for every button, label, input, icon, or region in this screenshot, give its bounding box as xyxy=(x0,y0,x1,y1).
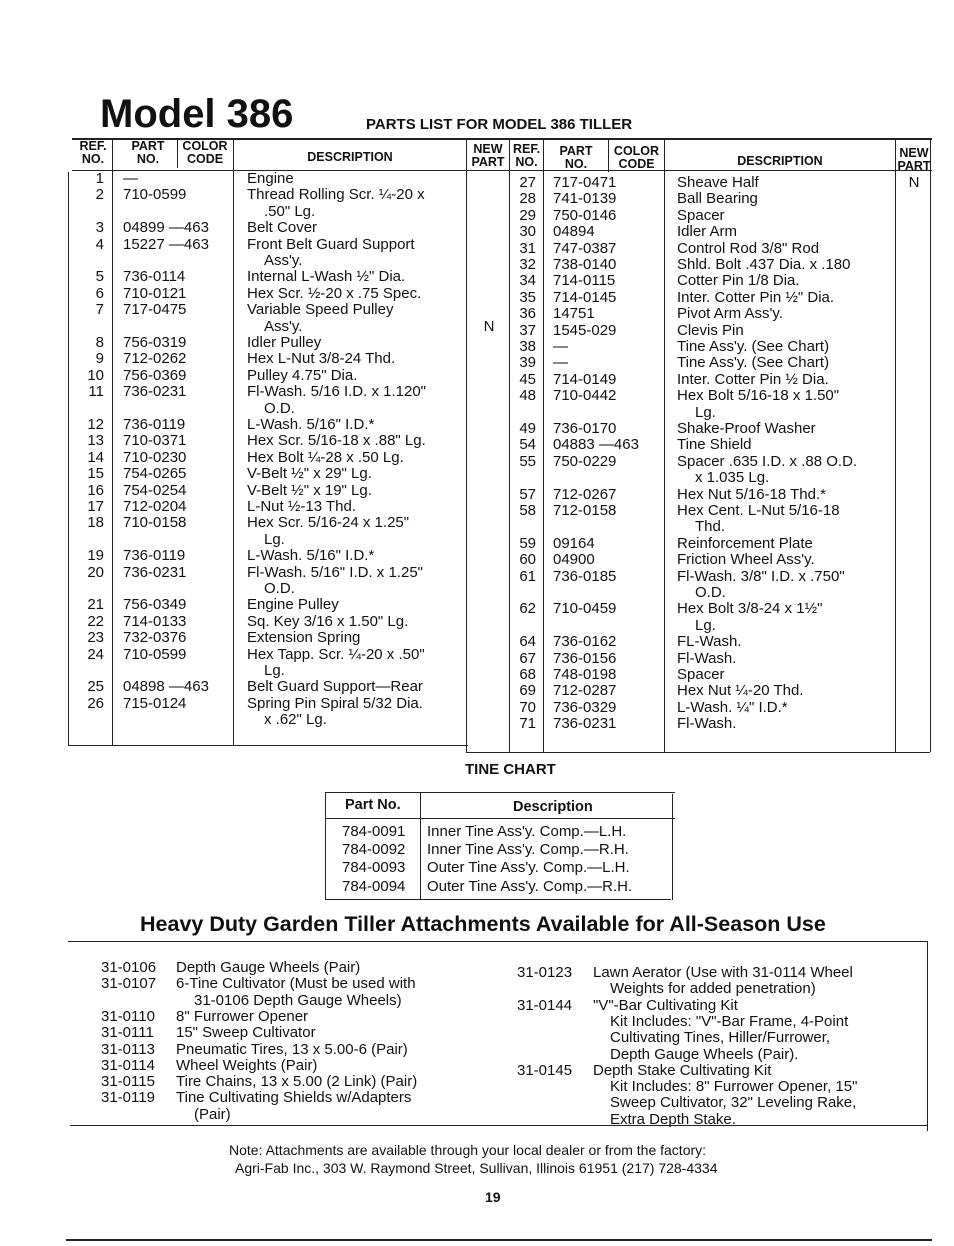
part-description: Hex Scr. 5/16-24 x 1.25" xyxy=(247,514,410,532)
part-description: Spacer xyxy=(677,666,725,683)
part-number: 754-0265 xyxy=(123,465,187,483)
part-description: Sheave Half xyxy=(677,174,759,191)
tine-part-number: 784-0092 xyxy=(342,841,406,859)
attachment-description: 6-Tine Cultivator (Must be used with xyxy=(176,975,416,993)
header-new-part-2: NEW PART xyxy=(897,146,931,173)
attachment-description: 8" Furrower Opener xyxy=(176,1007,309,1025)
part-number: 748-0198 xyxy=(553,666,617,683)
part-description: Hex L-Nut 3/8-24 Thd. xyxy=(247,350,396,368)
header-description: DESCRIPTION xyxy=(307,150,393,164)
part-description: Pulley 4.75" Dia. xyxy=(247,366,358,384)
part-description: Variable Speed Pulley xyxy=(247,301,394,319)
part-description: V-Belt ½" x 19" Lg. xyxy=(247,481,372,499)
part-description: Lg. xyxy=(264,662,285,679)
part-description: Tine Shield xyxy=(677,436,752,454)
attachment-part-number: 31-0110 xyxy=(101,1007,155,1025)
new-part-flag: N xyxy=(908,174,920,191)
tine-part-number: 784-0091 xyxy=(342,823,406,840)
attachment-description: Wheel Weights (Pair) xyxy=(176,1056,318,1074)
part-number: 747-0387 xyxy=(553,239,617,257)
part-description: L-Wash. ¼" I.D.* xyxy=(677,698,788,716)
part-description: Engine Pulley xyxy=(247,596,339,614)
part-description: Shake-Proof Washer xyxy=(677,420,816,437)
part-number: — xyxy=(123,170,138,187)
ref-number: 69 xyxy=(519,682,536,700)
part-number: 1545-029 xyxy=(553,321,617,339)
part-number: 710-0459 xyxy=(553,600,617,618)
ref-number: 14 xyxy=(87,448,104,466)
part-description: Thread Rolling Scr. ¼-20 x xyxy=(247,186,425,204)
ref-number: 25 xyxy=(87,678,104,696)
table-row xyxy=(0,306,954,322)
ref-number: 27 xyxy=(519,174,536,191)
ref-number: 35 xyxy=(519,288,536,306)
ref-number: 62 xyxy=(519,600,536,618)
part-number: 712-0287 xyxy=(553,682,617,700)
table-row xyxy=(0,487,954,503)
attachment-part-number: 31-0106 xyxy=(101,959,157,976)
ref-number: 11 xyxy=(88,383,104,401)
part-number: 15227 —463 xyxy=(123,235,209,253)
part-number: 736-0156 xyxy=(553,649,617,667)
part-description: Front Belt Guard Support xyxy=(247,235,415,253)
part-description: Tine Ass'y. (See Chart) xyxy=(677,354,830,372)
ref-number: 58 xyxy=(519,502,536,519)
part-number: 738-0140 xyxy=(553,256,617,273)
part-number: 04883 —463 xyxy=(553,436,639,454)
page-number: 19 xyxy=(485,1189,501,1205)
part-number: 736-0162 xyxy=(553,633,617,651)
table-bottom-rule xyxy=(68,745,468,746)
part-description: Hex Bolt ¼-28 x .50 Lg. xyxy=(247,448,404,466)
tine-description: Inner Tine Ass'y. Comp.—R.H. xyxy=(427,841,629,859)
part-description: x 1.035 Lg. xyxy=(695,469,770,487)
ref-number: 67 xyxy=(519,649,536,667)
ref-number: 55 xyxy=(519,452,536,470)
ref-number: 2 xyxy=(95,186,104,204)
ref-number: 23 xyxy=(87,629,104,647)
part-description: Hex Bolt 3/8-24 x 1½" xyxy=(677,600,823,618)
part-number: 710-0158 xyxy=(123,514,187,532)
attachment-part-number: 31-0144 xyxy=(517,996,573,1014)
part-description: FL-Wash. xyxy=(677,633,742,651)
ref-number: 3 xyxy=(95,219,104,237)
ref-number: 49 xyxy=(519,420,536,437)
ref-number: 20 xyxy=(87,563,104,581)
part-description: Fl-Wash. xyxy=(677,649,737,667)
attachments-bottom-rule xyxy=(70,1125,928,1126)
table-row xyxy=(0,585,954,601)
table-row xyxy=(0,323,954,339)
part-number: 717-0471 xyxy=(553,174,617,191)
ref-number: 1 xyxy=(95,170,104,187)
attachment-description: Kit Includes: 8" Furrower Opener, 15" xyxy=(610,1078,858,1096)
part-description: Inter. Cotter Pin ½" Dia. xyxy=(677,288,835,306)
tine-bottom-rule xyxy=(325,899,671,900)
part-description: Fl-Wash. 5/16 I.D. x 1.120" xyxy=(247,383,427,401)
attachments-heading: Heavy Duty Garden Tiller Attachments Available for All-Season Use xyxy=(140,912,826,936)
attachment-description: 15" Sweep Cultivator xyxy=(176,1024,316,1042)
attachments-top-rule xyxy=(68,941,928,942)
ref-number: 57 xyxy=(519,485,536,503)
part-description: Spacer .635 I.D. x .88 O.D. xyxy=(677,452,858,470)
ref-number: 30 xyxy=(519,223,536,241)
part-description: O.D. xyxy=(695,584,726,601)
attachment-description: 31-0106 Depth Gauge Wheels) xyxy=(194,991,402,1009)
part-description: L-Wash. 5/16" I.D.* xyxy=(247,547,375,565)
new-part-flag: N xyxy=(483,317,495,335)
part-description: O.D. xyxy=(264,580,295,597)
part-description: Reinforcement Plate xyxy=(677,534,813,552)
part-number: 712-0267 xyxy=(553,485,617,503)
header-ref: REF. NO. xyxy=(79,139,107,166)
part-number: 717-0475 xyxy=(123,301,187,319)
part-number: 750-0146 xyxy=(553,206,617,224)
part-number: 741-0139 xyxy=(553,190,617,208)
ref-number: 28 xyxy=(519,190,536,208)
tine-header-part: Part No. xyxy=(345,797,401,813)
part-number: — xyxy=(553,338,568,355)
part-description: Thd. xyxy=(695,518,726,536)
table-row xyxy=(0,241,954,257)
part-description: Friction Wheel Ass'y. xyxy=(677,551,815,569)
part-description: Idler Arm xyxy=(677,223,738,241)
attachment-part-number: 31-0107 xyxy=(101,975,157,993)
ref-number: 68 xyxy=(519,666,536,683)
table-row xyxy=(0,569,954,585)
table-row xyxy=(0,437,954,453)
table-row xyxy=(0,175,954,191)
note-line-2: Agri-Fab Inc., 303 W. Raymond Street, Sullivan, Illinois 61951 (217) 728-4334 xyxy=(235,1160,718,1176)
part-number: 736-0231 xyxy=(123,383,187,401)
attachment-part-number: 31-0145 xyxy=(517,1061,573,1079)
table-row xyxy=(0,683,954,699)
part-number: 756-0319 xyxy=(123,334,187,351)
part-number: 710-0230 xyxy=(123,448,187,466)
part-description: Ass'y. xyxy=(264,252,303,269)
ref-number: 39 xyxy=(519,354,536,372)
part-description: Fl-Wash. 5/16" I.D. x 1.25" xyxy=(247,563,423,581)
part-description: .50" Lg. xyxy=(264,202,316,220)
part-number: 715-0124 xyxy=(123,694,187,712)
part-description: V-Belt ½" x 29" Lg. xyxy=(247,465,372,483)
part-description: Internal L-Wash ½" Dia. xyxy=(247,268,406,286)
table-row xyxy=(0,651,954,667)
table-row xyxy=(0,667,954,683)
table-row xyxy=(0,273,954,289)
part-number: 736-0119 xyxy=(123,547,186,565)
part-description: L-Wash. 5/16" I.D.* xyxy=(247,416,375,433)
ref-number: 10 xyxy=(87,366,104,384)
part-description: Belt Guard Support—Rear xyxy=(247,678,423,696)
part-description: Cotter Pin 1/8 Dia. xyxy=(677,272,800,290)
attachment-description: Lawn Aerator (Use with 31-0114 Wheel xyxy=(593,964,853,981)
table-row xyxy=(0,405,954,421)
ref-number: 26 xyxy=(87,694,104,712)
part-description: O.D. xyxy=(264,399,295,417)
attachment-description: Depth Gauge Wheels (Pair). xyxy=(610,1045,799,1063)
page-bottom-rule xyxy=(66,1239,932,1241)
header-new-part: NEW PART xyxy=(471,142,505,169)
table-row xyxy=(0,208,954,224)
ref-number: 37 xyxy=(519,321,536,339)
table-row xyxy=(0,355,954,371)
ref-number: 21 xyxy=(87,596,104,614)
part-number: 09164 xyxy=(553,534,595,552)
ref-number: 48 xyxy=(519,387,536,405)
part-number: 14751 xyxy=(553,305,595,323)
ref-number: 13 xyxy=(87,432,104,450)
tine-description: Inner Tine Ass'y. Comp.—L.H. xyxy=(427,823,627,840)
ref-number: 12 xyxy=(87,416,104,433)
table-row xyxy=(0,716,954,732)
ref-number: 29 xyxy=(519,206,536,224)
tine-part-number: 784-0094 xyxy=(342,877,406,895)
part-number: 754-0254 xyxy=(123,481,187,499)
attachment-part-number: 31-0114 xyxy=(101,1056,155,1074)
part-description: Shld. Bolt .437 Dia. x .180 xyxy=(677,256,851,273)
table-row xyxy=(0,339,954,355)
attachment-part-number: 31-0123 xyxy=(517,964,573,981)
ref-number: 24 xyxy=(87,645,104,663)
table-row xyxy=(0,191,954,207)
part-description: Spring Pin Spiral 5/32 Dia. xyxy=(247,694,423,712)
ref-number: 70 xyxy=(519,698,536,716)
part-number: 732-0376 xyxy=(123,629,187,647)
part-number: 710-0599 xyxy=(123,186,187,204)
ref-number: 7 xyxy=(95,301,104,319)
ref-number: 71 xyxy=(519,715,536,733)
tine-chart-title: TINE CHART xyxy=(465,761,556,778)
table-row xyxy=(0,257,954,273)
parts-list-title: PARTS LIST FOR MODEL 386 TILLER xyxy=(366,116,633,133)
attachment-description: Tire Chains, 13 x 5.00 (2 Link) (Pair) xyxy=(176,1073,418,1091)
part-number: 714-0133 xyxy=(123,612,187,630)
part-number: 712-0158 xyxy=(553,502,617,519)
part-description: Hex Tapp. Scr. ¼-20 x .50" xyxy=(247,645,425,663)
table-bottom-rule-right xyxy=(466,752,930,753)
attachment-part-number: 31-0119 xyxy=(101,1089,155,1107)
part-number: 04898 —463 xyxy=(123,678,209,696)
part-description: Ass'y. xyxy=(264,317,303,335)
tine-left-rule xyxy=(325,792,326,900)
ref-number: 15 xyxy=(87,465,104,483)
part-number: 714-0115 xyxy=(553,272,616,290)
ref-number: 4 xyxy=(95,235,104,253)
tine-part-number: 784-0093 xyxy=(342,859,406,877)
part-number: 736-0170 xyxy=(553,420,617,437)
part-description: Clevis Pin xyxy=(677,321,744,339)
attachment-description: (Pair) xyxy=(194,1105,231,1123)
attachment-description: Weights for added penetration) xyxy=(610,980,816,998)
ref-number: 8 xyxy=(95,334,104,351)
attachment-description: Cultivating Tines, Hiller/Furrower, xyxy=(610,1029,831,1047)
header-description-2: DESCRIPTION xyxy=(737,154,823,168)
tine-header-desc: Description xyxy=(513,799,593,815)
part-description: Lg. xyxy=(264,530,285,548)
ref-number: 60 xyxy=(519,551,536,569)
part-number: 04894 xyxy=(553,223,595,241)
table-row xyxy=(0,552,954,568)
part-description: Control Rod 3/8" Rod xyxy=(677,239,820,257)
attachment-description: Sweep Cultivator, 32" Leveling Rake, xyxy=(610,1094,857,1112)
table-row xyxy=(0,536,954,552)
ref-number: 17 xyxy=(87,498,104,515)
tine-description: Outer Tine Ass'y. Comp.—L.H. xyxy=(427,859,630,877)
part-number: 756-0349 xyxy=(123,596,187,614)
part-number: 714-0145 xyxy=(553,288,617,306)
header-color: COLOR CODE xyxy=(182,139,228,166)
part-description: Fl-Wash. xyxy=(677,715,737,733)
part-number: 736-0329 xyxy=(553,698,617,716)
part-number: 736-0185 xyxy=(553,567,617,585)
ref-number: 5 xyxy=(95,268,104,286)
part-number: 710-0599 xyxy=(123,645,187,663)
ref-number: 38 xyxy=(519,338,536,355)
header-part-2: PART NO. xyxy=(559,144,593,171)
table-row xyxy=(0,388,954,404)
table-row xyxy=(0,634,954,650)
part-number: 750-0229 xyxy=(553,452,617,470)
ref-number: 9 xyxy=(95,350,104,368)
tine-right-rule xyxy=(672,794,673,900)
table-row xyxy=(0,519,954,535)
attachment-description: Tine Cultivating Shields w/Adapters xyxy=(176,1089,412,1107)
tine-header-rule xyxy=(325,818,675,819)
attachment-description: Pneumatic Tires, 13 x 5.00-6 (Pair) xyxy=(176,1040,408,1058)
part-number: 736-0231 xyxy=(553,715,617,733)
part-number: — xyxy=(553,354,568,372)
tine-mid-rule xyxy=(420,792,421,900)
part-description: Tine Ass'y. (See Chart) xyxy=(677,338,830,355)
part-number: 756-0369 xyxy=(123,366,187,384)
note-line-1: Note: Attachments are available through your local dealer or from the factory: xyxy=(229,1142,707,1158)
attachment-part-number: 31-0113 xyxy=(101,1040,155,1058)
part-number: 04900 xyxy=(553,551,595,569)
ref-number: 18 xyxy=(87,514,104,532)
part-number: 712-0262 xyxy=(123,350,187,368)
part-description: Hex Scr. 5/16-18 x .88" Lg. xyxy=(247,432,426,450)
attachment-description: Kit Includes: "V"-Bar Frame, 4-Point xyxy=(610,1012,849,1030)
part-description: Sq. Key 3/16 x 1.50" Lg. xyxy=(247,612,409,630)
part-description: Ball Bearing xyxy=(677,190,758,208)
part-number: 736-0114 xyxy=(123,268,186,286)
table-row xyxy=(0,601,954,617)
ref-number: 19 xyxy=(87,547,104,565)
part-number: 04899 —463 xyxy=(123,219,209,237)
part-description: Belt Cover xyxy=(247,219,318,237)
ref-number: 45 xyxy=(519,370,536,388)
attachment-description: Extra Depth Stake. xyxy=(610,1110,736,1128)
part-description: Extension Spring xyxy=(247,629,361,647)
part-number: 710-0442 xyxy=(553,387,617,405)
attachment-part-number: 31-0111 xyxy=(101,1024,154,1042)
table-row xyxy=(0,618,954,634)
table-row xyxy=(0,454,954,470)
table-row xyxy=(0,290,954,306)
table-row xyxy=(0,421,954,437)
part-number: 714-0149 xyxy=(553,370,617,388)
tine-description: Outer Tine Ass'y. Comp.—R.H. xyxy=(427,877,633,895)
part-number: 710-0371 xyxy=(123,432,187,450)
part-description: Lg. xyxy=(695,616,716,634)
header-part: PART NO. xyxy=(131,139,165,166)
ref-number: 36 xyxy=(519,305,536,323)
part-description: Hex Nut ¼-20 Thd. xyxy=(677,682,804,700)
table-row xyxy=(0,224,954,240)
ref-number: 64 xyxy=(519,633,536,651)
part-description: Hex Bolt 5/16-18 x 1.50" xyxy=(677,387,840,405)
part-number: 736-0119 xyxy=(123,416,186,433)
part-number: 710-0121 xyxy=(123,284,187,302)
part-description: x .62" Lg. xyxy=(264,711,327,729)
part-description: Idler Pulley xyxy=(247,334,322,351)
ref-number: 59 xyxy=(519,534,536,552)
ref-number: 16 xyxy=(87,481,104,499)
part-description: Pivot Arm Ass'y. xyxy=(677,305,783,323)
part-description: Hex Cent. L-Nut 5/16-18 xyxy=(677,502,840,519)
part-description: Fl-Wash. 3/8" I.D. x .750" xyxy=(677,567,845,585)
part-description: Hex Scr. ½-20 x .75 Spec. xyxy=(247,284,422,302)
part-description: Lg. xyxy=(695,403,716,421)
ref-number: 22 xyxy=(87,612,104,630)
table-row xyxy=(0,503,954,519)
ref-number: 6 xyxy=(95,284,104,302)
ref-number: 31 xyxy=(519,239,536,257)
ref-number: 32 xyxy=(519,256,536,273)
page-title: Model 386 xyxy=(100,92,294,136)
ref-number: 61 xyxy=(519,567,536,585)
attachment-description: Depth Gauge Wheels (Pair) xyxy=(176,959,361,976)
attachments-right-rule xyxy=(927,941,928,1131)
attachment-description: "V"-Bar Cultivating Kit xyxy=(593,996,738,1014)
attachment-description: Depth Stake Cultivating Kit xyxy=(593,1061,772,1079)
part-number: 736-0231 xyxy=(123,563,187,581)
table-row xyxy=(0,700,954,716)
header-ref-2: REF. NO. xyxy=(512,142,541,169)
ref-number: 54 xyxy=(519,436,536,454)
part-description: Hex Nut 5/16-18 Thd.* xyxy=(677,485,826,503)
header-color-2: COLOR CODE xyxy=(613,144,660,171)
attachment-part-number: 31-0115 xyxy=(101,1073,155,1091)
part-description: Inter. Cotter Pin ½ Dia. xyxy=(677,370,829,388)
part-description: L-Nut ½-13 Thd. xyxy=(247,498,356,515)
ref-number: 34 xyxy=(519,272,536,290)
table-row xyxy=(0,470,954,486)
part-description: Spacer xyxy=(677,206,725,224)
table-row xyxy=(0,372,954,388)
tine-top-rule xyxy=(325,792,675,793)
part-description: Engine xyxy=(247,170,294,187)
part-number: 712-0204 xyxy=(123,498,187,515)
